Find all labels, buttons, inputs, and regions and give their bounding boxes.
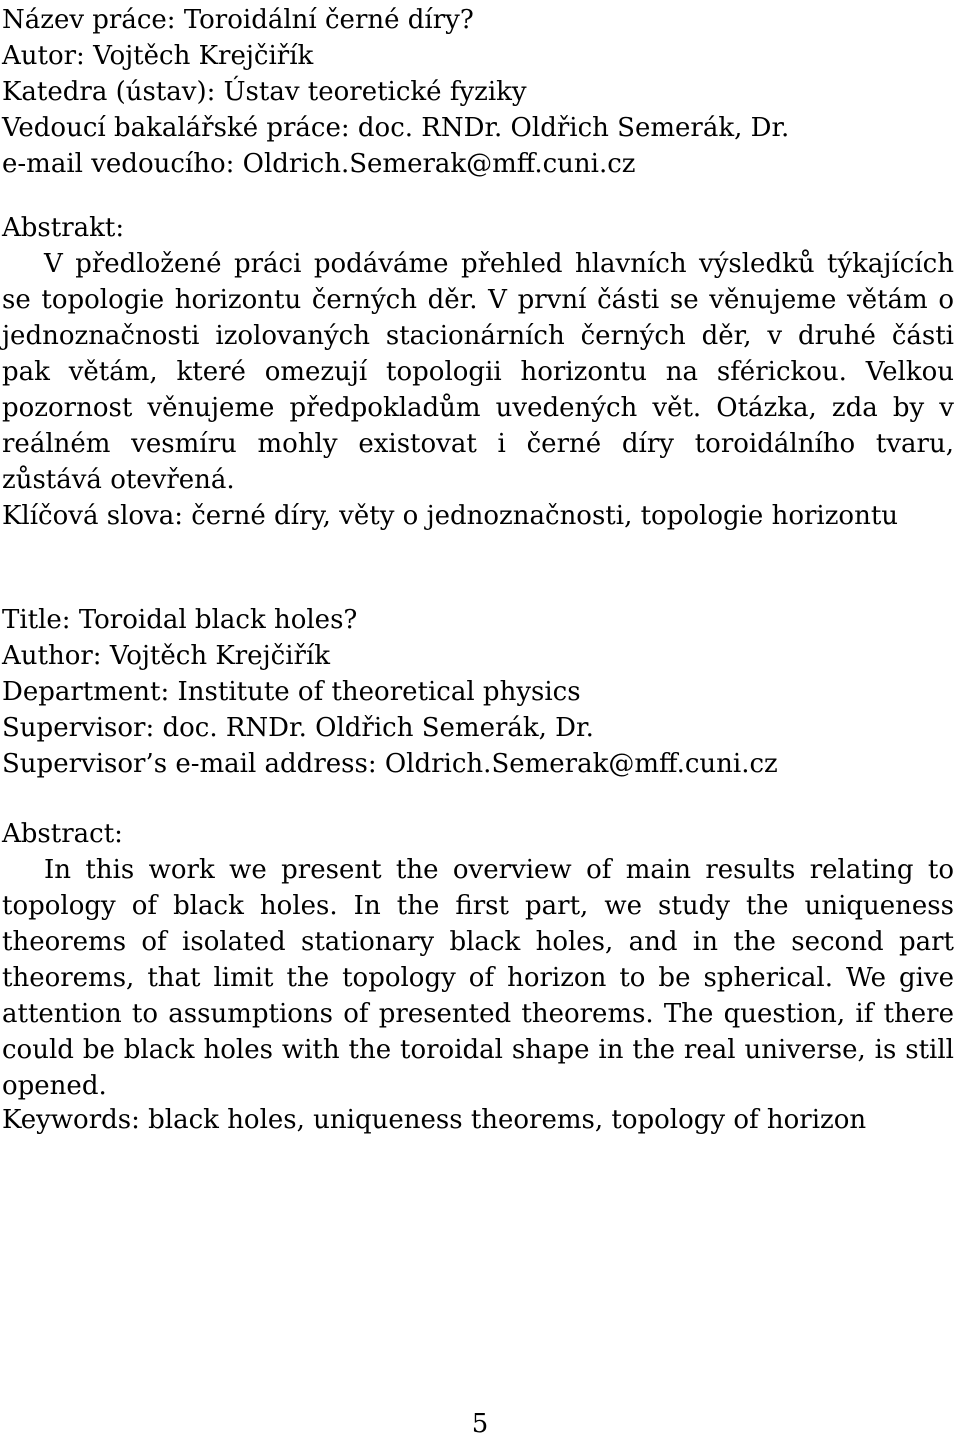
czech-keywords-line: Klíčová slova: černé díry, věty o jednoznačnosti, topologie horizontu — [2, 501, 899, 531]
english-department-line: Department: Institute of theoretical physics — [2, 677, 581, 707]
czech-author-line: Autor: Vojtěch Krejčiřík — [2, 41, 314, 71]
english-abstract-text: In this work we present the overview of main results relating to topology of black holes. In the first part, we study the uniqueness theorems of isolated stationary black holes, and in the second part theorems, that limit the topology of horizon to be spherical. We give attention to assumptions of presented theorems. The question, if there could be black holes with the toroidal shape in the real universe, is still opened. — [2, 855, 954, 1101]
czech-department-line: Katedra (ústav): Ústav teoretické fyziky — [2, 77, 527, 107]
czech-email-line: e-mail vedoucího: Oldrich.Semerak@mff.cuni.cz — [2, 149, 636, 179]
czech-title-line: Název práce: Toroidální černé díry? — [2, 5, 474, 35]
czech-supervisor-line: Vedoucí bakalářské práce: doc. RNDr. Oldřich Semerák, Dr. — [2, 113, 790, 143]
czech-abstract-heading: Abstrakt: — [2, 213, 125, 243]
english-title-line: Title: Toroidal black holes? — [2, 605, 358, 635]
english-keywords-line: Keywords: black holes, uniqueness theorems, topology of horizon — [2, 1105, 867, 1135]
english-supervisor-line: Supervisor: doc. RNDr. Oldřich Semerák, Dr. — [2, 713, 594, 743]
english-author-line: Author: Vojtěch Krejčiřík — [2, 641, 331, 671]
page-number: 5 — [471, 1409, 489, 1439]
english-abstract — [2, 852, 954, 1104]
czech-abstract-text: V předložené práci podáváme přehled hlavních výsledků týkajících se topologie horizontu černých děr. V první části se věnujeme větám o jednoznačnosti izolovaných stacionárních černých děr, v druhé části pak větám, které omezují topologii horizontu na sférickou. Velkou pozornost věnujeme předpokladům uvedených vět. Otázka, zda by v reálném vesmíru mohly existovat i černé díry toroidálního tvaru, zůstává otevřená. — [2, 249, 954, 495]
english-abstract-heading: Abstract: — [2, 819, 123, 849]
czech-abstract — [2, 246, 954, 498]
english-email-line: Supervisor’s e-mail address: Oldrich.Semerak@mff.cuni.cz — [2, 749, 778, 779]
